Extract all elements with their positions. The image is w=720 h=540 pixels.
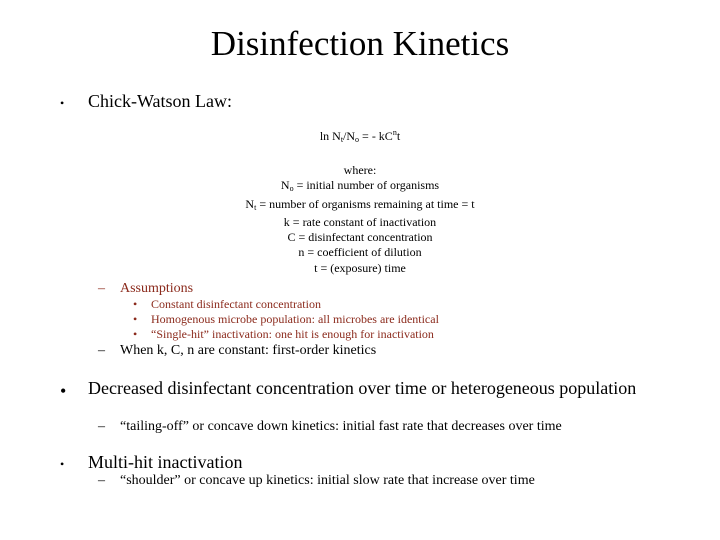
- bullet-chick-watson: •: [60, 96, 65, 110]
- definition-k: k = rate constant of inactivation: [283, 214, 437, 229]
- def-nt-symbol: N: [245, 196, 255, 211]
- def-nt-sub: t: [254, 202, 257, 212]
- formula-eq: = - kC: [359, 129, 393, 143]
- definition-c: C = disinfectant concentration: [287, 230, 433, 245]
- decreased-label: Decreased disinfectant concentration over time or heterogeneous population: [88, 378, 637, 398]
- assumptions-label: Assumptions: [120, 281, 194, 296]
- chick-watson-formula: [0, 128, 720, 144]
- assumption-1: Constant disinfectant concentration: [151, 297, 321, 311]
- def-nt-text: = number of organisms remaining at time = t: [256, 196, 475, 211]
- shoulder-text: “shoulder” or concave up kinetics: initial slow rate that increase over time: [120, 473, 535, 488]
- bullet-decreased: •: [60, 381, 67, 401]
- definition-n: n = coefficient of dilution: [298, 245, 422, 260]
- formula-sup-n: n: [392, 128, 397, 137]
- dash-first-order: –: [98, 343, 105, 358]
- slide-title: Disinfection Kinetics: [210, 24, 510, 63]
- multi-hit-label: Multi-hit inactivation: [88, 452, 243, 472]
- dash-assumptions: –: [98, 281, 105, 296]
- dash-tailing-off: –: [98, 419, 105, 434]
- formula-sub-t: t: [340, 135, 344, 144]
- formula-tail: t: [396, 129, 401, 143]
- assumption-bullet-1: •: [133, 297, 138, 311]
- formula-ln: ln N: [319, 129, 341, 143]
- definitions-block: [0, 163, 720, 276]
- definition-t: t = (exposure) time: [314, 260, 406, 275]
- def-n0-text: = initial number of organisms: [293, 178, 440, 193]
- chick-watson-label: Chick-Watson Law:: [88, 91, 233, 111]
- formula-slash: /N: [343, 129, 356, 143]
- assumption-3: “Single-hit” inactivation: one hit is enough for inactivation: [151, 327, 434, 341]
- definition-nt: [0, 197, 720, 215]
- definition-n0: [0, 178, 720, 196]
- def-n0-symbol: N: [280, 178, 290, 193]
- assumption-2: Homogenous microbe population: all microbes are identical: [151, 312, 439, 326]
- assumption-bullet-3: •: [133, 327, 138, 341]
- dash-shoulder: –: [98, 473, 105, 488]
- first-order-text: When k, C, n are constant: first-order kinetics: [120, 343, 377, 358]
- bullet-multi-hit: •: [60, 457, 65, 471]
- tailing-off-text: “tailing-off” or concave down kinetics: initial fast rate that decreases over time: [120, 419, 562, 434]
- where-label: where:: [343, 163, 377, 177]
- formula-sub-o: o: [355, 135, 360, 144]
- def-n0-sub: o: [289, 184, 294, 194]
- assumption-bullet-2: •: [133, 312, 138, 326]
